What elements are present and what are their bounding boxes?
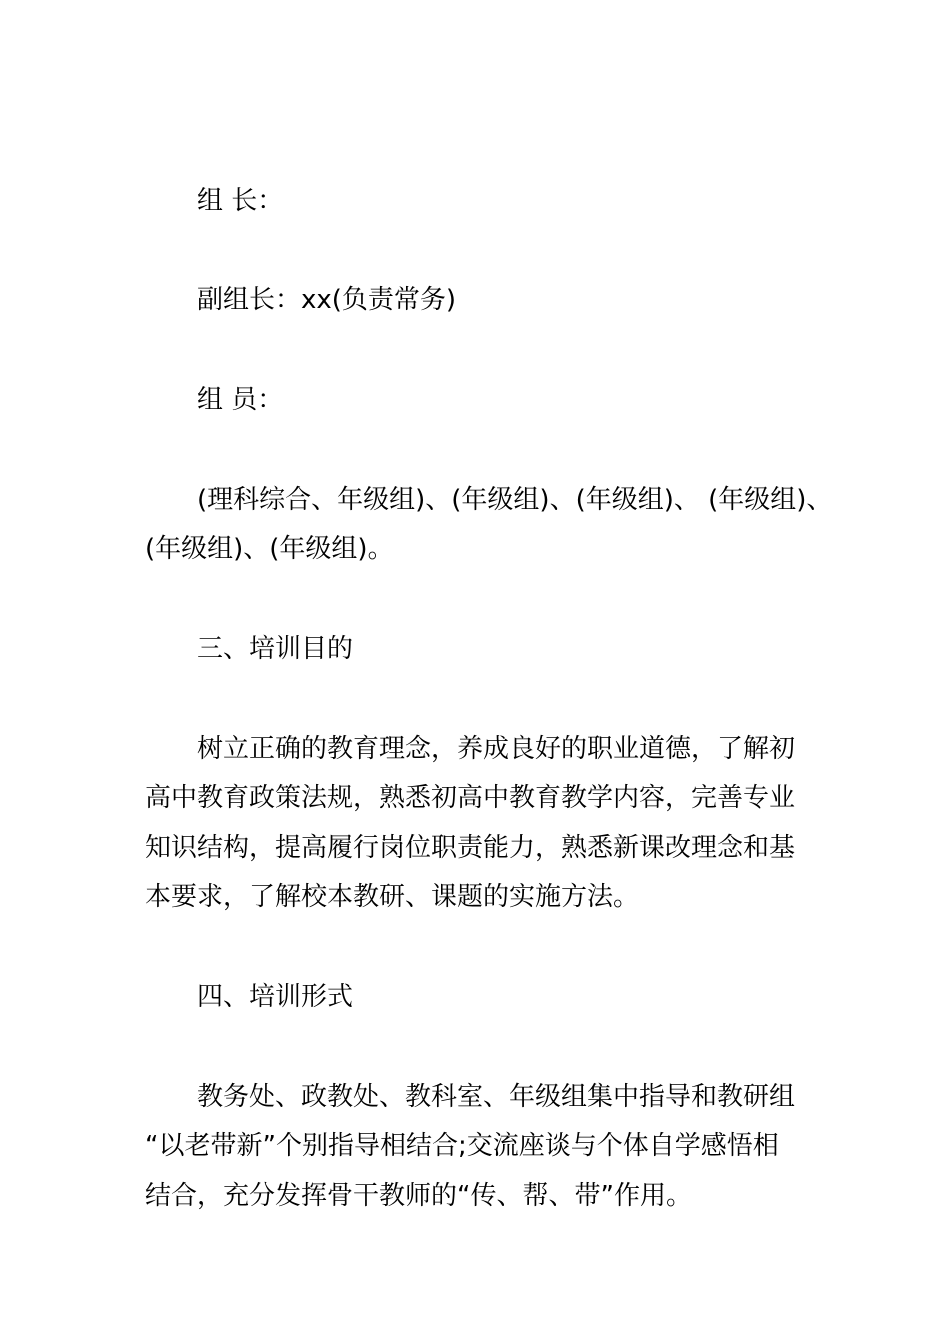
section-3-paragraph-line-2: 高中教育政策法规，熟悉初高中教育教学内容，完善专业 <box>145 783 796 813</box>
members-list-line-2: (年级组)、(年级组)。 <box>145 534 394 564</box>
section-3-paragraph-line-3: 知识结构，提高履行岗位职责能力，熟悉新课改理念和基 <box>145 833 796 863</box>
section-4-heading: 四、培训形式 <box>197 982 354 1012</box>
section-4-paragraph-line-1: 教务处、政教处、教科室、年级组集中指导和教研组 <box>197 1082 796 1112</box>
members-list-line-1: (理科综合、年级组)、(年级组)、(年级组)、 (年级组)、 <box>197 485 833 515</box>
leader-line: 组 长： <box>197 186 284 216</box>
section-4-paragraph-line-2: “以老带新”个别指导相结合;交流座谈与个体自学感悟相 <box>145 1131 779 1161</box>
members-label: 组 员： <box>197 385 284 415</box>
deputy-leader-line: 副组长：xx(负责常务) <box>197 285 457 315</box>
section-3-paragraph-line-4: 本要求，了解校本教研、课题的实施方法。 <box>145 882 640 912</box>
section-3-paragraph-line-1: 树立正确的教育理念，养成良好的职业道德，了解初 <box>197 734 796 764</box>
section-4-paragraph-line-3: 结合，充分发挥骨干教师的“传、帮、带”作用。 <box>145 1181 692 1211</box>
section-3-heading: 三、培训目的 <box>197 634 354 664</box>
